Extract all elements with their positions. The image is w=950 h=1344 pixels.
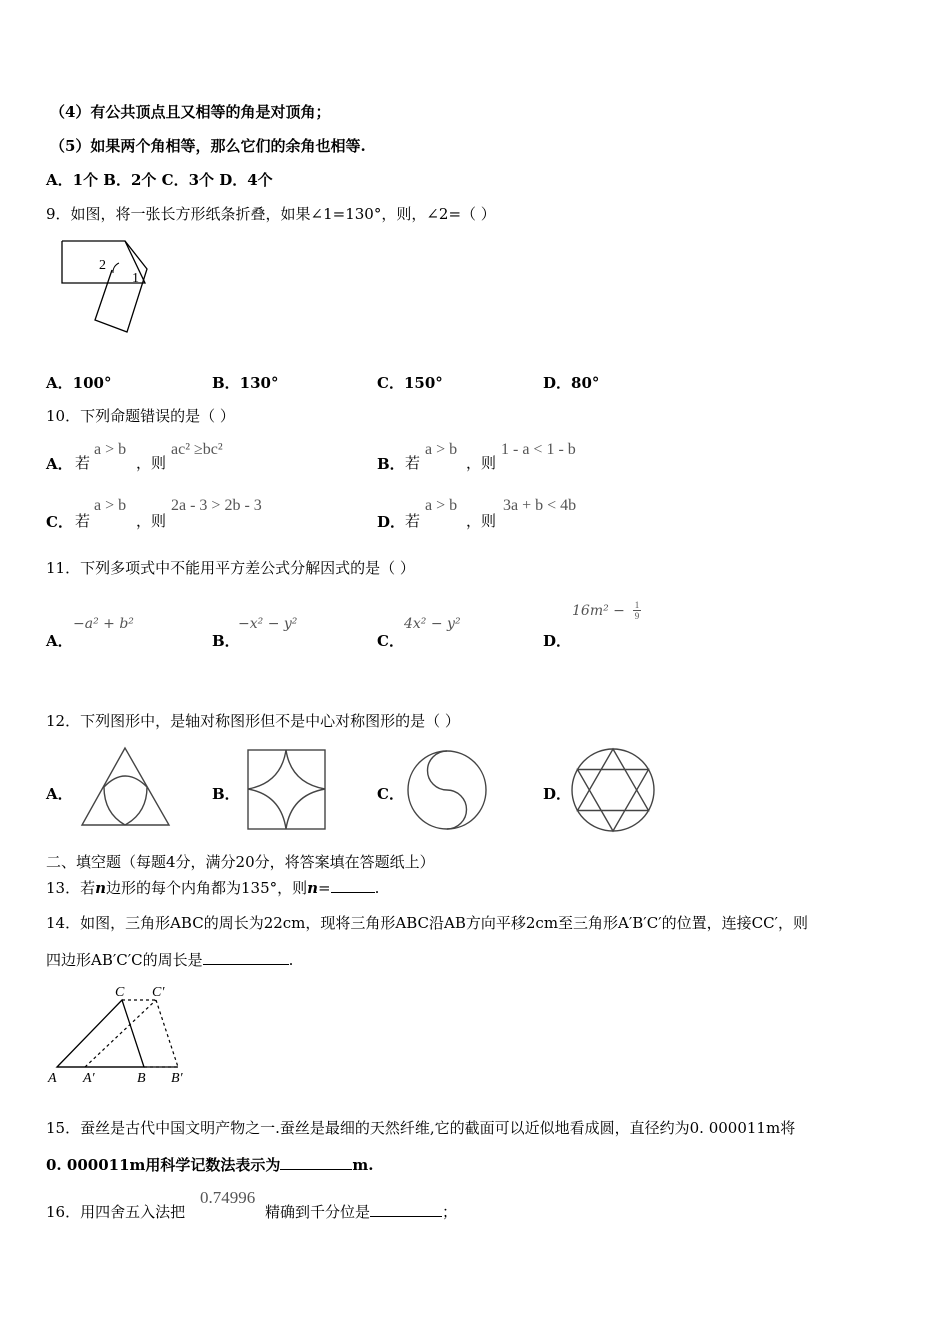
section-2-heading: 二、填空题（每题4分，满分20分，将答案填在答题纸上） — [46, 853, 435, 871]
q12-option-c-yin-yang-figure — [405, 748, 489, 832]
q11-option-d-expr: 16m² − — [572, 603, 625, 619]
q14-label-a: A — [48, 1071, 57, 1086]
q10-option-a-mid: ，则 — [136, 454, 167, 472]
q8-item5: （5）如果两个角相等，那么它们的余角也相等. — [50, 137, 366, 155]
q9-option-d: D．80° — [543, 374, 600, 392]
q15-end: m. — [352, 1156, 374, 1174]
q9-angle-1-label: 1 — [132, 271, 139, 286]
q14-label-a-prime: A′ — [83, 1071, 95, 1086]
q15-line2-text: 0. 000011m用科学记数法表示为 — [46, 1156, 281, 1174]
q14-line1: 14．如图，三角形ABC的周长为22cm，现将三角形ABC沿AB方向平移2cm至三角形A′B′C′的位置，连接CC′，则 — [46, 914, 808, 932]
q10-option-b-mid: ，则 — [466, 454, 497, 472]
q12-option-d-letter: D． — [543, 785, 572, 803]
q10-option-d-cond: a > b — [425, 497, 458, 514]
q9-folded-strip-figure — [55, 235, 165, 335]
q16-line — [265, 1202, 457, 1222]
q12-option-a-triangle-figure — [77, 745, 177, 829]
q11-option-b-expr: −x² − y² — [238, 616, 298, 632]
q11-option-d-fraction — [633, 600, 641, 621]
q13-mid: 边形的每个内角都为135°，则 — [106, 879, 308, 897]
q13-post: = — [318, 879, 331, 897]
q10-option-b-letter: B． — [377, 455, 405, 473]
q10-option-d-mid: ，则 — [466, 512, 497, 530]
q12-option-a-letter: A． — [46, 785, 73, 803]
q8-item4: （4）有公共顶点且又相等的角是对顶角； — [50, 103, 331, 121]
q10-option-c-mid: ，则 — [136, 512, 167, 530]
q10-option-b-pre: 若 — [405, 454, 421, 472]
q16-pre: 16．用四舍五入法把 — [46, 1203, 186, 1221]
q9-option-c: C．150° — [377, 374, 443, 392]
q13-var-n-2: n — [307, 879, 319, 897]
q14-label-b-prime: B′ — [171, 1071, 183, 1086]
q13 — [46, 878, 379, 898]
q12-option-b-square-star-figure — [246, 748, 328, 832]
q8-options: A．1个 B．2个 C．3个 D．4个 — [46, 171, 273, 189]
q10-option-d-pre: 若 — [405, 512, 421, 530]
fraction-denominator: 9 — [634, 611, 640, 621]
q14-line2-text: 四边形AB′C′C的周长是 — [46, 951, 203, 969]
q11-option-c-expr: 4x² − y² — [404, 616, 461, 632]
q14-end: . — [288, 951, 294, 969]
q14-label-b: B — [137, 1071, 146, 1086]
q12-option-d-star-of-david-figure — [569, 746, 657, 834]
q15-line2 — [46, 1155, 373, 1175]
q10-option-a-pre: 若 — [75, 454, 91, 472]
q12-stem: 12．下列图形中，是轴对称图形但不是中心对称图形的是（ ） — [46, 712, 460, 730]
q14-label-c: C — [115, 985, 125, 1000]
q10-option-b-cond: a > b — [425, 441, 458, 458]
q16-answer-blank[interactable] — [370, 1202, 442, 1217]
q12-option-b-letter: B． — [212, 785, 240, 803]
q10-option-c-pre: 若 — [75, 512, 91, 530]
q11-option-d-letter: D． — [543, 632, 572, 650]
q10-option-c-cond: a > b — [94, 497, 127, 514]
q10-option-d-letter: D． — [377, 513, 406, 531]
q10-option-c-letter: C． — [46, 513, 73, 531]
q9-option-b: B．130° — [212, 374, 279, 392]
q11-option-c-letter: C． — [377, 632, 404, 650]
fraction-numerator: 1 — [634, 600, 640, 610]
q11-option-b-letter: B． — [212, 632, 240, 650]
q10-option-a-letter: A． — [46, 455, 73, 473]
q10-stem: 10．下列命题错误的是（ ） — [46, 407, 235, 425]
q9-stem: 9．如图，将一张长方形纸条折叠，如果∠1=130°，则，∠2=（ ） — [46, 205, 496, 223]
q9-option-a: A．100° — [46, 374, 112, 392]
q10-option-a-result: ac² ≥bc² — [171, 441, 223, 458]
q13-pre: 13．若 — [46, 879, 96, 897]
q9-angle-2-label: 2 — [99, 258, 106, 273]
q10-option-a-cond: a > b — [94, 441, 127, 458]
q10-option-c-result: 2a - 3 > 2b - 3 — [171, 497, 262, 514]
q10-option-d-result: 3a + b < 4b — [503, 497, 577, 514]
q12-option-c-letter: C． — [377, 785, 404, 803]
q13-answer-blank[interactable] — [331, 878, 375, 893]
q16-number: 0.74996 — [200, 1188, 256, 1207]
q16-post: 精确到千分位是 — [265, 1203, 371, 1221]
q11-stem: 11．下列多项式中不能用平方差公式分解因式的是（ ） — [46, 559, 415, 577]
q15-answer-blank[interactable] — [280, 1155, 352, 1170]
q11-option-a-letter: A． — [46, 632, 73, 650]
q15-line1: 15．蚕丝是古代中国文明产物之一.蚕丝是最细的天然纤维,它的截面可以近似地看成圆，直径约为0. 000011m将 — [46, 1119, 796, 1137]
q13-end: . — [374, 879, 380, 897]
q10-option-b-result: 1 - a < 1 - b — [501, 441, 576, 458]
q14-translation-figure — [45, 982, 195, 1086]
q13-var-n: n — [95, 879, 106, 897]
q16-end: ； — [442, 1203, 458, 1221]
q14-line2 — [46, 950, 293, 970]
q14-label-c-prime: C′ — [152, 985, 165, 1000]
q14-answer-blank[interactable] — [203, 950, 289, 965]
q11-option-a-expr: −a² + b² — [73, 616, 134, 632]
